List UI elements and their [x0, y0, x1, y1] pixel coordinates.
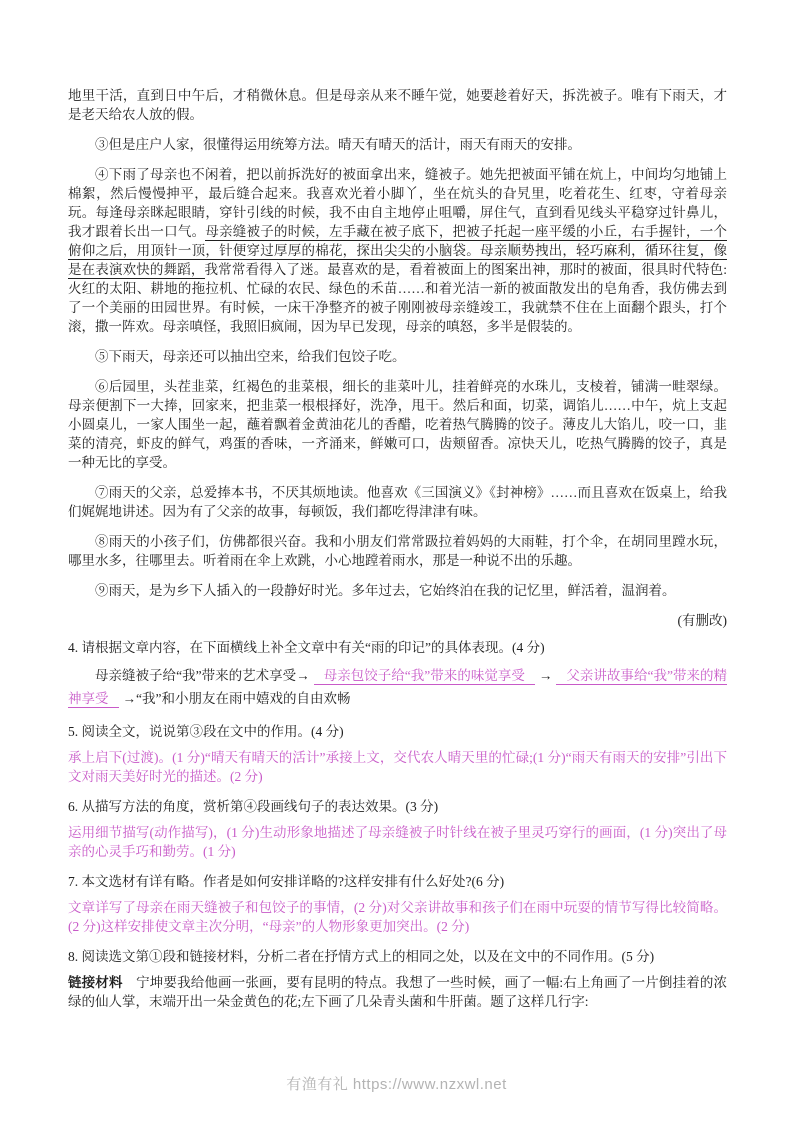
- paragraph-4-underlined-sentence: 母亲缝被子的时候，左手藏在被子底下，把被子托起一座平缓的小丘，右手握针，一个俯仰之后，用顶针一顶，针便穿过厚厚的棉花，探出尖尖的小脑袋。母亲顺势拽出，轻巧麻利，循环往复，像是在表演欢快的舞蹈，: [68, 224, 728, 277]
- question-5: 5. 阅读全文，说说第③段在文中的作用。(4 分): [68, 724, 344, 739]
- q4-answer-blank-1: 母亲包饺子给“我”带来的味觉享受: [314, 668, 535, 685]
- q4-flow-end: →“我”和小朋友在雨中嬉戏的自由欢畅: [122, 691, 351, 706]
- article-paragraph-9: ⑨雨天，是为乡下人插入的一段静好时光。多年过去，它始终泊在我的记忆里，鲜活着，温润着。: [95, 583, 676, 598]
- article-paragraph-6: ⑥后园里，头茬韭菜，红褐色的韭菜根，细长的韭菜叶儿，挂着鲜亮的水珠儿，支棱着，铺满一畦翠绿。母亲便割下一大捧，回家来，把韭菜一根根择好，洗净，甩干。然后和面，切菜，调馅儿……中午，炕上支起小圆桌儿，一家人围坐一起，蘸着飘着金黄油花儿的香醋，吃着热气腾腾的饺子。薄皮儿大馅儿，咬一口，韭菜的清亮，虾皮的鲜气，鸡蛋的香味，一齐涌来，鲜嫩可口，齿颊留香。凉快天儿，吃热气腾腾的饺子，真是一种无比的享受。: [68, 379, 727, 470]
- link-material-label: 链接材料: [68, 975, 123, 990]
- article-paragraph-4: [68, 165, 727, 336]
- link-material-paragraph: [68, 973, 727, 1011]
- article-paragraph-7: ⑦雨天的父亲，总爱捧本书，不厌其烦地读。他喜欢《三国演义》《封神榜》……而且喜欢在饭桌上，给我们娓娓地讲述。因为有了父亲的故事，每顿饭，我们都吃得津津有味。: [68, 485, 727, 519]
- q4-flow-start: 母亲缝被子给“我”带来的艺术享受→: [95, 668, 310, 683]
- question-6-answer: 运用细节描写(动作描写)，(1 分)生动形象地描述了母亲缝被子时针线在被子里灵巧穿行的画面，(1 分)突出了母亲的心灵手巧和勤劳。(1 分): [68, 825, 727, 859]
- question-5-answer: 承上启下(过渡)。(1 分)“晴天有晴天的活计”承接上文，交代农人晴天里的忙碌;(1 分)“雨天有雨天的安排”引出下文对雨天美好时光的描述。(2 分): [68, 750, 727, 784]
- question-6: 6. 从描写方法的角度，赏析第④段画线句子的表达效果。(3 分): [68, 799, 439, 814]
- paragraph-4-text-after-underline: 我常常看得入了迷。最喜欢的是，看着被面上的图案出神，那时的被面，很具时代特色:火红的太阳、耕地的拖拉机、忙碌的农民、绿色的禾苗……和着光洁一新的被面散发出的皂角香，我仿佛去到了一个美丽的田园世界。有时候，一床干净整齐的被子刚刚被母亲缝竣工，我就禁不住在上面翻个跟头，打个滚，撒一阵欢。母亲嗔怪，我照旧疯闹，因为早已发现，母亲的嗔怒，多半是假装的。: [68, 262, 728, 334]
- source-note: (有删改): [677, 613, 727, 628]
- link-material-text: 宁坤要我给他画一张画，要有昆明的特点。我想了一些时候，画了一幅:右上角画了一片倒挂着的浓绿的仙人掌，末端开出一朵金黄色的花;左下画了几朵青头菌和牛肝菌。题了这样几行字:: [68, 975, 728, 1009]
- article-paragraph-5: ⑤下雨天，母亲还可以抽出空来，给我们包饺子吃。: [95, 349, 406, 364]
- article-paragraph-3: ③但是庄户人家，很懂得运用统筹方法。晴天有晴天的活计，雨天有雨天的安排。: [95, 137, 581, 152]
- article-paragraph-8: ⑧雨天的小孩子们，仿佛都很兴奋。我和小朋友们常常趿拉着妈妈的大雨鞋，打个伞，在胡同里蹚水玩，哪里水多，往哪里去。听着雨在伞上欢跳，小心地蹚着雨水，那是一种说不出的乐趣。: [68, 534, 727, 568]
- q4-answer-blank-2: 父亲讲故事给“我”带来的精神享受: [68, 668, 728, 706]
- paragraph-4-text-before-underline: ④下雨了母亲也不闲着，把以前拆洗好的被面拿出来，缝被子。她先把被面平铺在炕上，中间均匀地铺上棉絮，然后慢慢抻平，最后缝合起来。我喜欢光着小脚丫，坐在炕头的旮旯里，吃着花生、红枣，守着母亲玩。每逢母亲眯起眼睛，穿针引线的时候，我不由自主地停止咀嚼，屏住气，直到看见线头平稳穿过针鼻儿，我才跟着长出一口气。: [68, 167, 727, 239]
- question-4-answer-flow: [68, 664, 727, 710]
- footer-watermark: 有渔有礼 https://www.nzxwl.net: [286, 1076, 507, 1093]
- question-7: 7. 本文选材有详有略。作者是如何安排详略的?这样安排有什么好处?(6 分): [68, 874, 505, 889]
- question-4: 4. 请根据文章内容，在下面横线上补全文章中有关“雨的印记”的具体表现。(4 分): [68, 640, 545, 655]
- question-8: 8. 阅读选文第①段和链接材料，分析二者在抒情方式上的相同之处，以及在文中的不同作用。(5 分): [68, 949, 655, 964]
- q4-flow-arrow: →: [538, 668, 553, 683]
- article-paragraph-continuation: 地里干活，直到日中午后，才稍微休息。但是母亲从来不睡午觉，她要趁着好天，拆洗被子。唯有下雨天，才是老天给农人放的假。: [68, 88, 727, 122]
- question-7-answer: 文章详写了母亲在雨天缝被子和包饺子的事情，(2 分)对父亲讲故事和孩子们在雨中玩耍的情节写得比较简略。(2 分)这样安排使文章主次分明，“母亲”的人物形象更加突出。(2 分): [68, 900, 727, 934]
